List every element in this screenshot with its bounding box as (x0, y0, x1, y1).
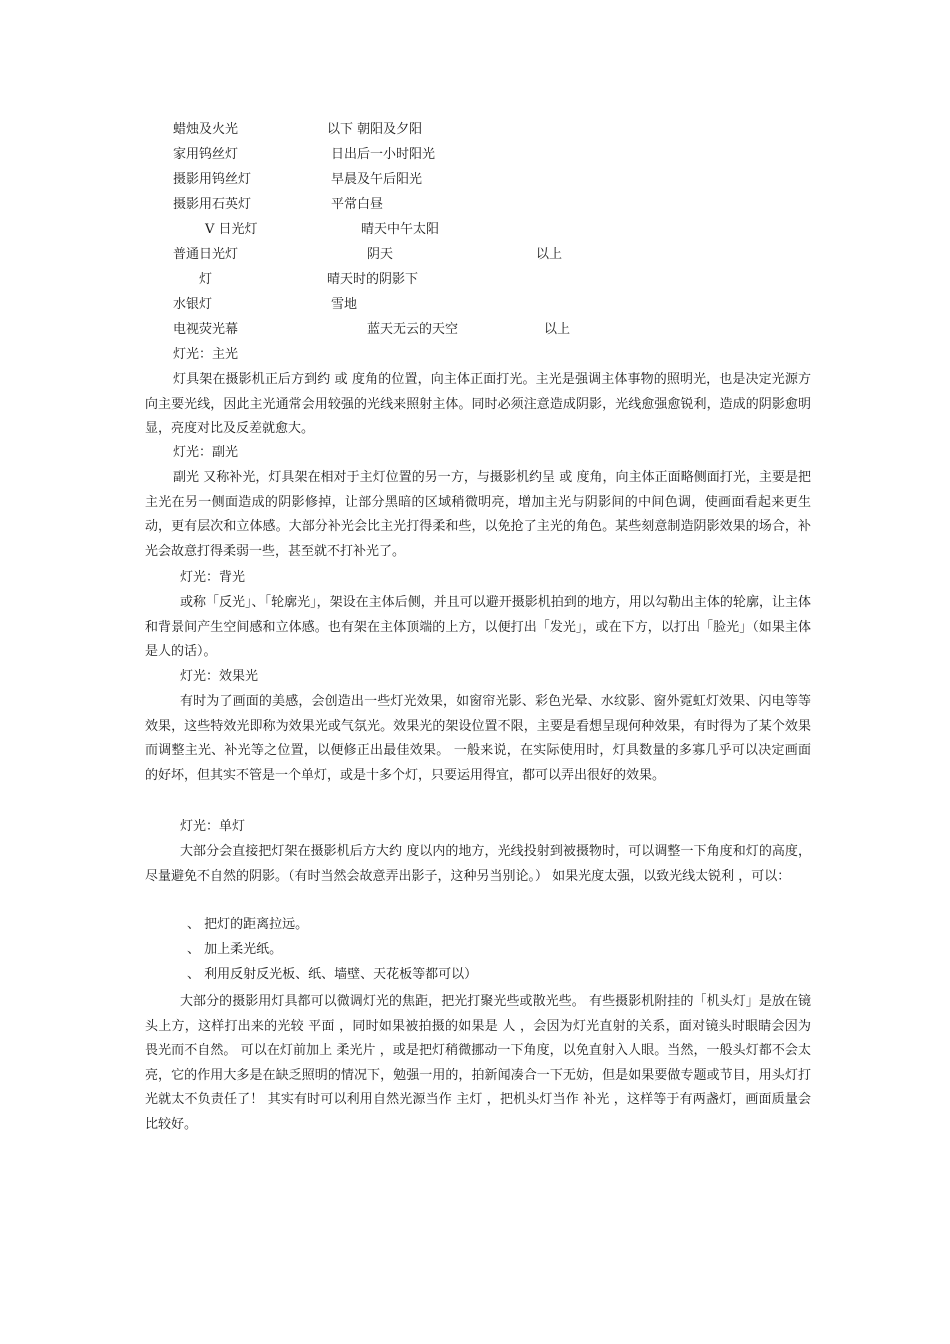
light-source-name: 灯 (199, 272, 213, 287)
light-source-note: 以上 (544, 322, 571, 337)
list-item: 、 加上柔光纸。 (187, 942, 283, 957)
light-source-name: 蜡烛及火光 (173, 122, 239, 137)
light-source-note: 以上 (536, 247, 563, 262)
light-source-equivalent: 晴天时的阴影下 (327, 272, 419, 287)
light-source-name: 水银灯 (173, 297, 213, 312)
paragraph-fill-light (145, 466, 811, 564)
section-heading-back-light: 灯光：背光 (180, 570, 246, 585)
list-item: 、 利用反射反光板、纸、墙壁、天花板等都可以） (187, 967, 478, 982)
paragraph-text: 或称「反光」、「轮廓光」，架设在主体后侧，并且可以避开摄影机拍到的地方，用以勾勒出主体的轮廓，让主体和背景间产生空间感和立体感。也有架在主体顶端的上方，以便打出「发光」，或在下方，以打出「脸光」（如果主体是人的话）。 (145, 595, 811, 660)
list-item: 、 把灯的距离拉远。 (187, 917, 309, 932)
paragraph-single-light (145, 840, 811, 889)
light-source-equivalent: 日出后一小时阳光 (331, 147, 436, 162)
light-source-name: V 日光灯 (205, 222, 258, 237)
section-heading-effect-light: 灯光：效果光 (180, 669, 259, 684)
light-source-equivalent: 平常白昼 (331, 197, 384, 212)
paragraph-main-light (145, 368, 811, 442)
light-source-name: 摄影用石英灯 (173, 197, 252, 212)
section-heading-main-light: 灯光：主光 (173, 347, 239, 362)
light-source-name: 电视荧光幕 (173, 322, 239, 337)
light-source-equivalent: 阴天 (367, 247, 394, 262)
paragraph-text: 大部分会直接把灯架在摄影机后方大约 度以内的地方，光线投射到被摄物时，可以调整一下角度和灯的高度，尽量避免不自然的阴影。（有时当然会故意弄出影子，这种另当别论。） 如果光度太强，以致光线太锐利 ，可以： (145, 844, 811, 884)
paragraph-text: 灯具架在摄影机正后方到约 或 度角的位置，向主体正面打光。主光是强调主体事物的照明光，也是决定光源方向主要光线，因此主光通常会用较强的光线来照射主体。同时必须注意造成阴影，光线愈强愈锐利，造成的阴影愈明显，亮度对比及反差就愈大。 (145, 372, 811, 437)
section-heading-fill-light: 灯光：副光 (173, 445, 239, 460)
paragraph-camera-light (145, 990, 811, 1138)
paragraph-text: 有时为了画面的美感，会创造出一些灯光效果，如窗帘光影、彩色光晕、水纹影、窗外霓虹灯效果、闪电等等效果，这些特效光即称为效果光或气氛光。效果光的架设位置不限，主要是看想呈现何种效果，有时得为了某个效果而调整主光、补光等之位置，以便修正出最佳效果。 一般来说，在实际使用时，灯具数量的多寡几乎可以决定画面的好坏，但其实不管是一个单灯，或是十多个灯，只要运用得宜，都可以弄出很好的效果。 (145, 694, 811, 783)
paragraph-effect-light (145, 690, 811, 788)
paragraph-text: 大部分的摄影用灯具都可以微调灯光的焦距，把光打聚光些或散光些。 有些摄影机附挂的「机头灯」是放在镜头上方，这样打出来的光较 平面 ，同时如果被拍摄的如果是 人 ，会因为灯光直射的关系，面对镜头时眼睛会因为畏光而不自然。 可以在灯前加上 柔光片 ，或是把灯稍微挪动一下角度，以免直射入人眼。当然，一般头灯都不会太亮，它的作用大多是在缺乏照明的情况下，勉强一用的，拍新闻凑合一下无妨，但是如果要做专题或节目，用头灯打光就太不负责任了！ 其实有时可以利用自然光源当作 主灯 ，把机头灯当作 补光 ，这样等于有两盏灯，画面质量会比较好。 (145, 994, 811, 1132)
light-source-equivalent: 以下 朝阳及夕阳 (327, 122, 423, 137)
light-source-equivalent: 早晨及午后阳光 (331, 172, 423, 187)
light-source-name: 摄影用钨丝灯 (173, 172, 252, 187)
paragraph-back-light (145, 591, 811, 665)
light-source-name: 普通日光灯 (173, 247, 239, 262)
light-source-name: 家用钨丝灯 (173, 147, 239, 162)
light-source-equivalent: 晴天中午太阳 (361, 222, 440, 237)
paragraph-text: 副光 又称补光，灯具架在相对于主灯位置的另一方，与摄影机约呈 或 度角，向主体正面略侧面打光，主要是把主光在另一侧面造成的阴影修掉，让部分黑暗的区域稍微明亮，增加主光与阴影间的中间色调，使画面看起来更生动，更有层次和立体感。大部分补光会比主光打得柔和些，以免抢了主光的角色。某些刻意制造阴影效果的场合，补光会故意打得柔弱一些，甚至就不打补光了。 (145, 470, 811, 559)
light-source-equivalent: 蓝天无云的天空 (367, 322, 459, 337)
light-source-equivalent: 雪地 (331, 297, 358, 312)
section-heading-single-light: 灯光：单灯 (180, 819, 246, 834)
